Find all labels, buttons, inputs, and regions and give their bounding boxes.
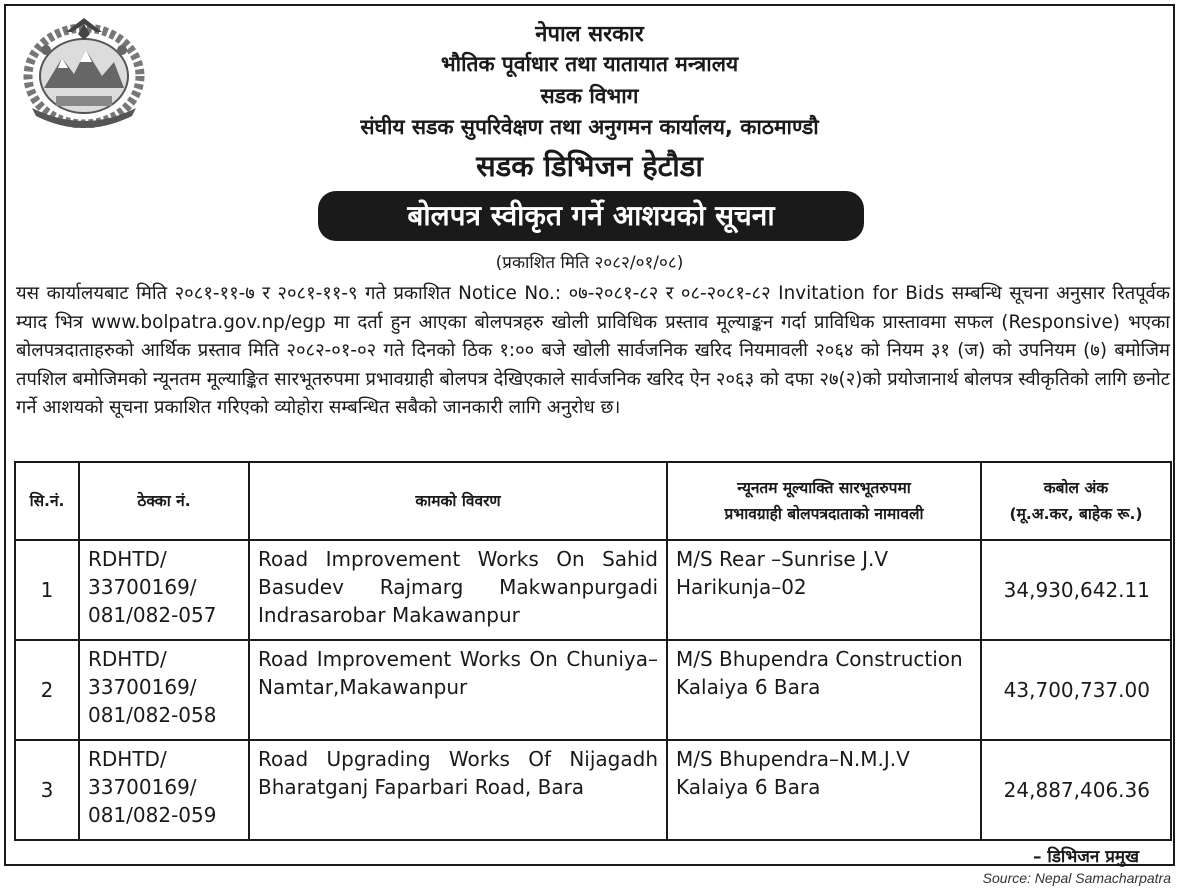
- signature-line: – डिभिजन प्रमुख: [1033, 847, 1139, 867]
- row-sn: 2: [15, 640, 79, 740]
- row-bidder-name: M/S Bhupendra–N.M.J.V Kalaiya 6 Bara: [667, 740, 981, 840]
- table-row: [15, 740, 1171, 840]
- bid-results-table: [14, 461, 1172, 841]
- contract-part: 33700169/: [88, 575, 197, 599]
- row-contract-no: [79, 540, 249, 640]
- header-bid-amount: [981, 462, 1171, 540]
- contract-part: 081/082-059: [88, 803, 217, 827]
- table-header-row: [15, 462, 1171, 540]
- header-bidder-line1: न्यूनतम मूल्याक्ति सारभूतरुपमा: [737, 479, 911, 497]
- row-bidder-name: M/S Bhupendra Construction Kalaiya 6 Bara: [667, 640, 981, 740]
- contract-part: 33700169/: [88, 675, 197, 699]
- row-bidder-name: M/S Rear –Sunrise J.V Harikunja–02: [667, 540, 981, 640]
- contract-part: 081/082-058: [88, 703, 217, 727]
- published-date: (प्रकाशित मिति २०८२/०१/०८): [495, 253, 684, 273]
- notice-title-banner: बोलपत्र स्वीकृत गर्ने आशयको सूचना: [318, 191, 864, 241]
- row-bid-amount: 24,887,406.36: [981, 740, 1171, 840]
- division-name: सडक डिभिजन हेटौडा: [476, 149, 703, 183]
- notice-body-text: यस कार्यालयबाट मिति २०८१-११-७ र २०८१-११-९ गते प्रकाशित Notice No.: ०७-२०८१-८२ र ०८-२०८१-८२ Invitation for Bids सम्बन्धि सूचना अनुसार रितपूर्वक म्याद भित्र www.bolpatra.gov.np/egp मा दर्ता हुन आएका बोलपत्रहरु खोली प्राविधिक प्रस्ताव मूल्याङ्कन गर्दा प्राविधिक प्रास्तावमा सफल (Responsive) भएका बोलपत्रदाताहरुको आर्थिक प्रस्ताव मिति २०८२-०१-०२ गते दिनको ठिक १:०० बजे खोली सार्वजनिक खरिद नियमावली २०६४ को नियम ३१ (ज) को उपनियम (७) बमोजिम तपशिल बमोजिमको न्यूनतम मूल्याङ्कित सारभूतरुपमा प्रभावग्राही बोलपत्र देखिएकाले सार्वजनिक खरिद ऐन २०६३ को दफा २७(२)को प्रयोजानार्थ बोलपत्र स्वीकृतिको लागि छनोट गर्ने आशयको सूचना प्रकाशित गरिएको व्योहोरा सम्बन्धित सबैको जानकारी लागि अनुरोध छ।: [16, 283, 1170, 419]
- header-amount-line1: कबोल अंक: [1043, 479, 1109, 497]
- row-work-description: Road Improvement Works On Chuniya–Namtar,Makawanpur: [249, 640, 667, 740]
- row-contract-no: [79, 740, 249, 840]
- row-sn: 1: [15, 540, 79, 640]
- row-work-description: Road Improvement Works On Sahid Basudev Rajmarg Makwanpurgadi Indrasarobar Makawanpur: [249, 540, 667, 640]
- header-contract-no: ठेक्का नं.: [79, 462, 249, 540]
- header-work-description: कामको विवरण: [249, 462, 667, 540]
- header-bidder-line2: प्रभावग्राही बोलपत्रदाताको नामावली: [724, 505, 924, 523]
- row-work-description: Road Upgrading Works Of Nijagadh Bharatganj Faparbari Road, Bara: [249, 740, 667, 840]
- source-credit: Source: Nepal Samacharpatra: [982, 870, 1171, 886]
- header-bidder-name: [667, 462, 981, 540]
- ministry-name: भौतिक पूर्वाधार तथा यातायात मन्त्रालय: [440, 52, 739, 76]
- contract-part: RDHTD/: [88, 547, 167, 571]
- header-amount-line2: (मू.अ.कर, बाहेक रू.): [1009, 505, 1143, 523]
- department-name: सडक विभाग: [540, 84, 639, 108]
- government-name: नेपाल सरकार: [535, 22, 644, 47]
- office-name: संघीय सडक सुपरिवेक्षण तथा अनुगमन कार्यालय, काठमाण्डौ: [360, 115, 819, 139]
- header-sn: सि.नं.: [15, 462, 79, 540]
- table-row: [15, 640, 1171, 740]
- contract-part: RDHTD/: [88, 747, 167, 771]
- row-bid-amount: 34,930,642.11: [981, 540, 1171, 640]
- row-bid-amount: 43,700,737.00: [981, 640, 1171, 740]
- row-sn: 3: [15, 740, 79, 840]
- row-contract-no: [79, 640, 249, 740]
- contract-part: RDHTD/: [88, 647, 167, 671]
- contract-part: 33700169/: [88, 775, 197, 799]
- contract-part: 081/082-057: [88, 603, 217, 627]
- table-row: [15, 540, 1171, 640]
